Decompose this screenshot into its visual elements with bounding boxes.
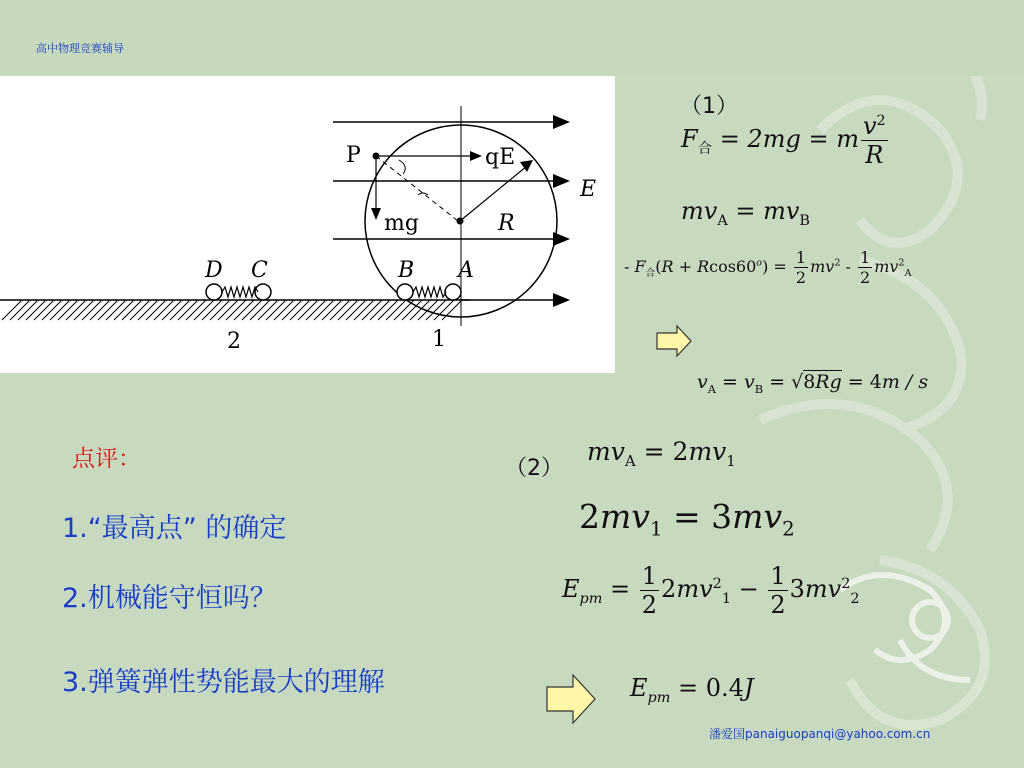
label-A: A [458, 258, 474, 283]
equation-5: $mv_A = 2mv_1$ [587, 437, 736, 470]
label-position-2: 2 [227, 329, 241, 354]
equation-6: $2mv_1 = 3mv_2$ [579, 497, 795, 541]
physics-diagram [0, 76, 615, 373]
remarks-heading: 点评： [72, 446, 141, 472]
equation-2: $mv_A = mv_B$ [681, 197, 810, 229]
label-qE: qE [485, 145, 516, 170]
equation-1: $F_合 = 2mg = m$ $\frac{v^2}{R}$ [681, 112, 886, 169]
remark-item-3: 3.弹簧弹性势能最大的理解 [62, 667, 385, 698]
remark-item-1: 1.“最高点” 的确定 [62, 513, 287, 544]
part2-label: （2） [505, 456, 563, 481]
label-C: C [251, 258, 268, 283]
label-mg: mg [384, 211, 419, 236]
equation-3: - $F_合(R + Rcos60^o)$ = $\frac{1}{2}$ $mv^2$ - $\frac{1}{2}$ $mv^2_A$ [624, 248, 912, 287]
slide-header: 高中物理竞赛辅导 [36, 42, 124, 55]
equation-7: $E_{pm}$ = $\frac{1}{2}$ $2mv^2_1$ − $\frac{1}{2}$ $3mv^2_2$ [562, 562, 860, 619]
footer-credit: 潘爱国panaiguopanqi@yahoo.com.cn [709, 727, 931, 741]
label-P: P [346, 143, 361, 168]
equation-4: $v_A = v_B = √8Rg = 4m / s$ [697, 371, 929, 396]
label-position-1: 1 [432, 327, 446, 352]
label-E: E [580, 177, 597, 202]
result-arrow-icon [655, 324, 693, 358]
label-R: R [498, 211, 515, 236]
remark-item-2: 2.机械能守恒吗？ [62, 583, 277, 614]
label-D: D [205, 258, 223, 283]
top-band [0, 0, 1024, 76]
result-arrow-icon [545, 673, 597, 725]
part1-label: （1） [680, 94, 738, 119]
equation-8: $E_{pm} = 0.4J$ [630, 674, 754, 706]
label-B: B [398, 258, 415, 283]
